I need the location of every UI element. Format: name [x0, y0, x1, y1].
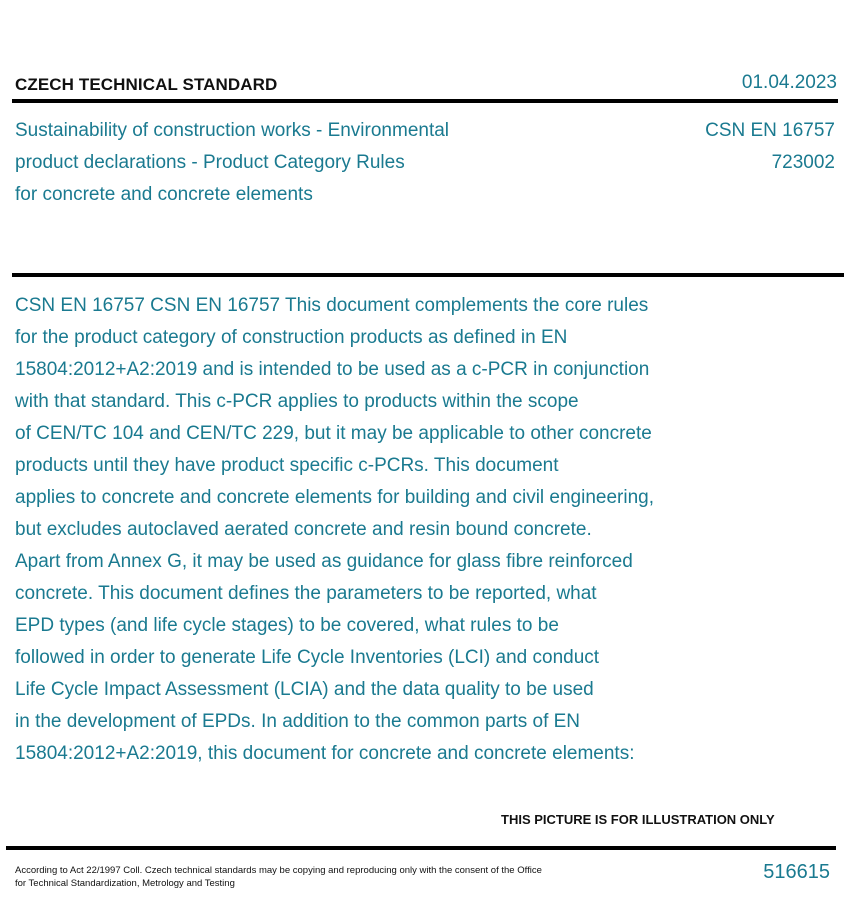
- legal-line: According to Act 22/1997 Coll. Czech technical standards may be copying and reproducing only with the consent of the Office: [15, 865, 542, 876]
- abstract-line: 15804:2012+A2:2019 and is intended to be used as a c-PCR in conjunction: [15, 359, 650, 380]
- header-divider: [12, 99, 838, 103]
- classification-number: 723002: [771, 152, 835, 173]
- abstract-line: CSN EN 16757 CSN EN 16757 This document complements the core rules: [15, 295, 649, 316]
- abstract-text: [15, 290, 775, 770]
- abstract-line: of CEN/TC 104 and CEN/TC 229, but it may be applicable to other concrete: [15, 423, 652, 444]
- abstract-line: applies to concrete and concrete elements for building and civil engineering,: [15, 487, 655, 508]
- title-line: for concrete and concrete elements: [15, 184, 313, 205]
- abstract-line: for the product category of construction products as defined in EN: [15, 327, 568, 348]
- document-title: [15, 115, 449, 211]
- standard-identifiers: [705, 115, 835, 179]
- illustration-disclaimer: THIS PICTURE IS FOR ILLUSTRATION ONLY: [501, 812, 775, 827]
- title-line: Sustainability of construction works - Environmental: [15, 120, 450, 141]
- abstract-line: with that standard. This c-PCR applies to products within the scope: [15, 391, 579, 412]
- abstract-line: 15804:2012+A2:2019, this document for concrete and concrete elements:: [15, 743, 635, 764]
- abstract-line: in the development of EPDs. In addition to the common parts of EN: [15, 711, 581, 732]
- legal-line: for Technical Standardization, Metrology and Testing: [15, 878, 235, 889]
- publication-date: 01.04.2023: [741, 72, 837, 93]
- abstract-line: EPD types (and life cycle stages) to be covered, what rules to be: [15, 615, 559, 636]
- standard-code: CSN EN 16757: [705, 120, 835, 141]
- abstract-line: but excludes autoclaved aerated concrete and resin bound concrete.: [15, 519, 592, 540]
- abstract-line: followed in order to generate Life Cycle Inventories (LCI) and conduct: [15, 647, 600, 668]
- title-divider: [12, 273, 844, 277]
- abstract-line: concrete. This document defines the parameters to be reported, what: [15, 583, 597, 604]
- legal-notice: [15, 864, 542, 890]
- footer-divider: [6, 846, 836, 850]
- title-line: product declarations - Product Category Rules: [15, 152, 405, 173]
- abstract-line: Life Cycle Impact Assessment (LCIA) and the data quality to be used: [15, 679, 594, 700]
- standard-type-heading: CZECH TECHNICAL STANDARD: [15, 75, 278, 94]
- abstract-line: products until they have product specific c-PCRs. This document: [15, 455, 559, 476]
- abstract-line: Apart from Annex G, it may be used as guidance for glass fibre reinforced: [15, 551, 633, 572]
- document-number: 516615: [763, 861, 830, 883]
